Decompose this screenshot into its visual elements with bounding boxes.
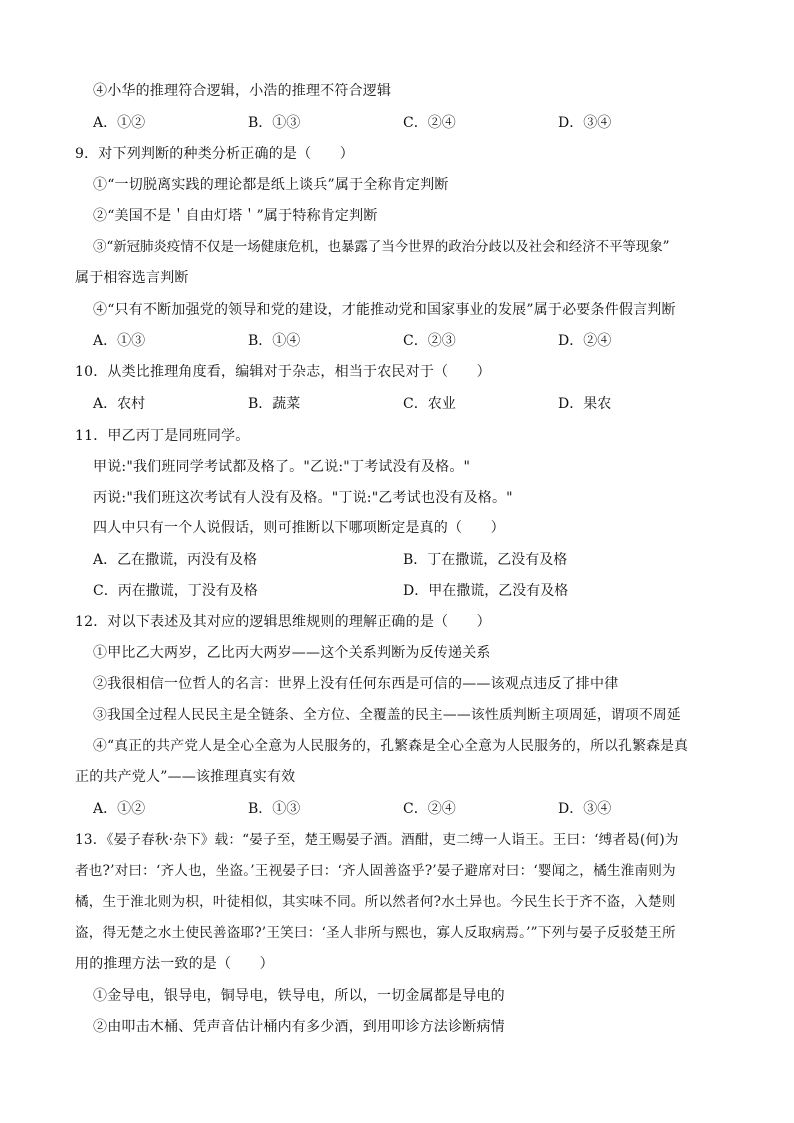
q10-option-d[interactable]: D．果农 <box>558 396 612 412</box>
q11-option-a[interactable]: A．乙在撒谎，丙没有及格 <box>93 552 258 568</box>
q13-statement-1: ①金导电，银导电，铜导电，铁导电，所以，一切金属都是导电的 <box>93 988 505 1004</box>
q13-stem-line-3: 橘，生于淮北则为枳，叶徒相似，其实味不同。所以然者何?水土异也。今民生长于齐不盗，入楚则 <box>75 894 676 910</box>
q12-statement-4: ④“真正的共产党人是全心全意为人民服务的，孔繁森是全心全意为人民服务的，所以孔繁森是真 <box>93 738 689 754</box>
q9-option-d[interactable]: D．②④ <box>558 333 612 349</box>
q9-option-c[interactable]: C．②③ <box>403 333 456 349</box>
q8-option-c[interactable]: C．②④ <box>403 115 456 131</box>
q13-stem-line-5: 用的推理方法一致的是（ ） <box>75 956 274 972</box>
q9-option-a[interactable]: A．①③ <box>93 333 146 349</box>
q13-statement-2: ②由叩击木桶、凭声音估计桶内有多少酒，到用叩诊方法诊断病情 <box>93 1019 505 1035</box>
q13-stem-line-2: 者也?’对曰：‘齐人也，坐盗。’王视晏子曰：‘齐人固善盗乎?’晏子避席对曰：‘婴闻之，橘生淮南则为 <box>75 863 676 879</box>
q11-line-2: 丙说:"我们班这次考试有人没有及格。"丁说:"乙考试也没有及格。" <box>93 490 513 506</box>
q11-option-b[interactable]: B．丁在撒谎，乙没有及格 <box>403 552 568 568</box>
q12-statement-4-cont: 正的共产党人”——该推理真实有效 <box>75 769 296 785</box>
q13-stem-line-4: 盗，得无楚之水土使民善盗耶?’王笑曰：‘圣人非所与熙也，寡人反取病焉。’”下列与晏子反驳楚王所 <box>75 925 676 941</box>
q8-option-b[interactable]: B．①③ <box>248 115 301 131</box>
q10-option-a[interactable]: A．农村 <box>93 396 146 412</box>
q9-statement-1: ①“一切脱离实践的理论都是纸上谈兵”属于全称肯定判断 <box>93 177 449 193</box>
q9-statement-3: ③“新冠肺炎疫情不仅是一场健康危机，也暴露了当今世界的政治分歧以及社会和经济不平等现象” <box>93 239 670 255</box>
q12-option-b[interactable]: B．①③ <box>248 801 301 817</box>
q9-statement-4: ④“只有不断加强党的领导和党的建设，才能推动党和国家事业的发展”属于必要条件假言判断 <box>93 302 676 318</box>
q12-statement-2: ②我很相信一位哲人的名言：世界上没有任何东西是可信的——该观点违反了排中律 <box>93 676 619 692</box>
q11-option-c[interactable]: C．丙在撒谎，丁没有及格 <box>93 583 258 599</box>
q9-statement-3-cont: 属于相容选言判断 <box>75 270 189 286</box>
q9-stem: 9．对下列判断的种类分析正确的是（ ） <box>75 146 354 162</box>
q9-option-b[interactable]: B．①④ <box>248 333 301 349</box>
q13-stem-line-1: 13．《晏子春秋·杂下》载：“晏子至，楚王赐晏子酒。酒酣，吏二缚一人诣王。王曰：‘缚者曷(何)为 <box>75 832 679 848</box>
q11-line-3: 四人中只有一个人说假话，则可推断以下哪项断定是真的（ ） <box>93 520 505 536</box>
q8-option-a[interactable]: A．①② <box>93 115 146 131</box>
q12-statement-1: ①甲比乙大两岁，乙比丙大两岁——这个关系判断为反传递关系 <box>93 645 491 661</box>
q11-line-1: 甲说:"我们班同学考试都及格了。"乙说:"丁考试没有及格。" <box>93 459 471 475</box>
q8-option-d[interactable]: D．③④ <box>558 115 612 131</box>
q10-stem: 10．从类比推理角度看，编辑对于杂志，相当于农民对于（ ） <box>75 364 491 380</box>
q8-statement-4: ④小华的推理符合逻辑，小浩的推理不符合逻辑 <box>93 83 392 99</box>
q12-option-d[interactable]: D．③④ <box>558 801 612 817</box>
q9-statement-2: ②“美国不是＇自由灯塔＇”属于特称肯定判断 <box>93 208 378 224</box>
q12-statement-3: ③我国全过程人民民主是全链条、全方位、全覆盖的民主——该性质判断主项周延，谓项不周延 <box>93 707 681 723</box>
q10-option-b[interactable]: B．蔬菜 <box>248 396 301 412</box>
q12-option-a[interactable]: A．①② <box>93 801 146 817</box>
q10-option-c[interactable]: C．农业 <box>403 396 456 412</box>
q11-stem: 11．甲乙丙丁是同班同学。 <box>75 428 250 444</box>
q12-option-c[interactable]: C．②④ <box>403 801 456 817</box>
q11-option-d[interactable]: D．甲在撒谎，乙没有及格 <box>403 583 569 599</box>
q12-stem: 12．对以下表述及其对应的逻辑思维规则的理解正确的是（ ） <box>75 614 491 630</box>
